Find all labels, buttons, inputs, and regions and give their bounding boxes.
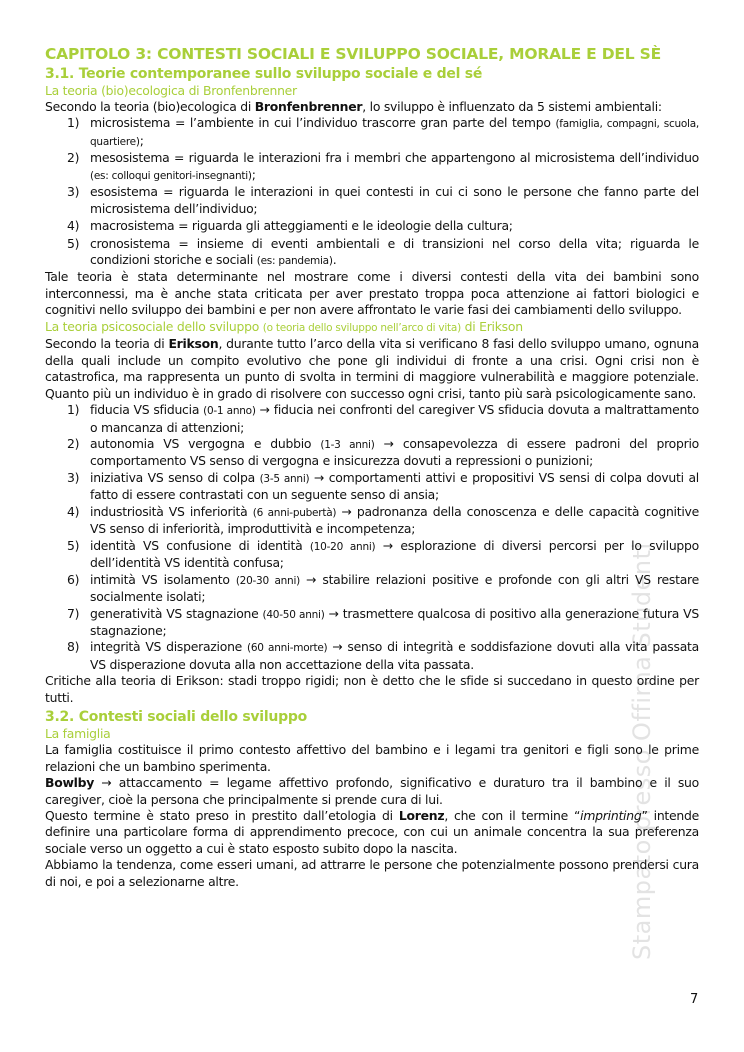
stage-description: → fiducia nei confronti del caregiver VS sfiducia dovuta a maltrattamento o mancanza di attenzioni; (90, 402, 699, 435)
stage-description: → esplorazione di diversi percorsi per lo sviluppo dell’identità VS identità confusa; (90, 537, 699, 571)
stage-name: integrità VS disperazione (90, 639, 247, 655)
stage-age: (0-1 anno) (203, 405, 256, 418)
stage-description: → stabilire relazioni positive e profonde con gli altri VS restare socialmente isolati; (90, 571, 700, 605)
stage-name: iniziativa VS senso di colpa (90, 469, 260, 485)
item-text: esosistema = riguarda le interazioni in quei contesti in cui ci sono le persone che fanno parte del microsistema dell’individuo; (90, 184, 699, 216)
item-note: (es: pandemia) (256, 255, 333, 268)
stage-name: intimità VS isolamento (90, 571, 236, 587)
item-number: 1) (67, 115, 80, 131)
item-number: 2) (67, 436, 80, 452)
erikson-critique: Critiche alla teoria di Erikson: stadi troppo rigidi; non è detto che le sfide si succedano in questo ordine per tutti. (45, 673, 699, 705)
item-note: (es: colloqui genitori-insegnanti) (90, 169, 252, 182)
stage-description: → comportamenti attivi e propositivi VS sensi di colpa dovuti al fatto di essere contrastati con un seguente senso di ansia; (90, 469, 700, 503)
item-text: mesosistema = riguarda le interazioni fra i membri che appartengono al microsistema dell’individuo (90, 150, 699, 166)
stage-age: (1-3 anni) (320, 439, 375, 452)
item-number: 8) (67, 639, 80, 655)
item-note: (famiglia, compagni, scuola, quartiere) (90, 118, 699, 148)
subheading-famiglia: La famiglia (45, 725, 111, 741)
item-number: 5) (67, 235, 80, 251)
stage-description: → senso di integrità e soddisfazione dovuti alla vita passata VS disperazione dovuta alla non accettazione della vita passata. (90, 639, 700, 672)
list-item (45, 218, 699, 235)
item-number: 4) (67, 503, 80, 519)
stage-age: (40-50 anni) (262, 608, 325, 621)
stage-age: (6 anni-pubertà) (252, 506, 337, 519)
item-number: 1) (67, 402, 80, 418)
tendency-paragraph: Abbiamo la tendenza, come esseri umani, ad attrarre le persone che potenzialmente possono prendersi cura di noi, e poi a selezionarne altre. (45, 857, 699, 889)
item-number: 6) (67, 571, 80, 587)
list-item (45, 436, 699, 470)
stage-name: fiducia VS sfiducia (90, 402, 204, 418)
list-item (45, 470, 699, 504)
stage-name: generatività VS stagnazione (90, 605, 263, 621)
item-number: 5) (67, 537, 80, 553)
list-item (45, 236, 699, 270)
subheading-erikson: La teoria psicosociale dello sviluppo (o teoria dello sviluppo nell’arco di vita) di Erikson (45, 318, 523, 334)
item-number: 2) (67, 150, 80, 166)
item-number: 3) (67, 184, 80, 200)
item-text: cronosistema = insieme di eventi ambientali e di transizioni nel corso della vita; riguarda le condizioni storiche e sociali (90, 235, 699, 268)
bowlby-paragraph: Bowlby → attaccamento = legame affettivo profondo, significativo e duraturo tra il bambino e il suo caregiver, cioè la persona che principalmente si prende cura di lui. (45, 775, 699, 807)
item-text: macrosistema = riguarda gli atteggiamenti e le ideologie della cultura; (90, 218, 513, 234)
list-item (45, 606, 699, 640)
stage-age: (20-30 anni) (235, 574, 300, 587)
subheading-bronfenbrenner: La teoria (bio)ecologica di Bronfenbrenner (45, 82, 297, 98)
item-number: 7) (67, 605, 80, 621)
stage-age: (60 anni-morte) (247, 642, 328, 655)
list-item (45, 572, 699, 606)
item-text: microsistema = l’ambiente in cui l’individuo trascorre gran parte del tempo (90, 115, 556, 131)
stage-description: → consapevolezza di essere padroni del proprio comportamento VS senso di vergogna e insicurezza dovuti a repressioni o punizioni; (90, 436, 699, 469)
item-end: ; (139, 132, 144, 148)
watermark: Stampato presso Offirna Studenti (628, 542, 656, 960)
page-number: 7 (690, 992, 699, 1007)
list-item (45, 639, 699, 673)
bronfenbrenner-intro: Secondo la teoria (bio)ecologica di Bronfenbrenner, lo sviluppo è influenzato da 5 sistemi ambientali: (45, 98, 662, 114)
bronfenbrenner-systems-list (45, 115, 699, 269)
bronfenbrenner-conclusion: Tale teoria è stata determinante nel mostrare come i diversi contesti della vita dei bambini sono interconnessi, ma è anche stata criticata per aver prestato troppa poca attenzione ai fattori biologici e cognitivi nello sviluppo dei bambini e per non avere affrontato le varie fasi dei cambiamenti dello sviluppo. (45, 269, 699, 318)
chapter-title: CAPITOLO 3: CONTESTI SOCIALI E SVILUPPO SOCIALE, MORALE E DEL SÈ (45, 45, 662, 63)
stage-description: → trasmettere qualcosa di positivo alla generazione futura VS stagnazione; (90, 605, 700, 638)
item-number: 3) (67, 469, 80, 485)
item-end: ; (251, 166, 256, 182)
list-item (45, 538, 699, 572)
stage-age: (10-20 anni) (309, 540, 376, 553)
erikson-intro: Secondo la teoria di Erikson, durante tutto l’arco della vita si verificano 8 fasi dello sviluppo umano, ognuna della quali include un compito evolutivo che pone gli individui di fronte a una crisi. Ogni crisi non è catastrofica, ma rappresenta un punto di svolta in termini di maggiore vulnerabilità e maggiore potenziale. Quanto più un individuo è in grado di risolvere con successo ogni crisi, tanto più sarà psicologicamente sano. (45, 336, 699, 401)
list-item (45, 115, 699, 150)
stage-name: industriosità VS inferiorità (90, 503, 253, 519)
section-heading-3-1: 3.1. Teorie contemporanee sullo sviluppo sociale e del sé (45, 66, 483, 82)
stage-name: identità VS confusione di identità (90, 537, 310, 553)
stage-age: (3-5 anni) (259, 472, 310, 485)
document-page (45, 44, 699, 890)
section-heading-3-2: 3.2. Contesti sociali dello sviluppo (45, 709, 307, 726)
famiglia-paragraph: La famiglia costituisce il primo contesto affettivo del bambino e i legami tra genitori e figli sono le prime relazioni che un bambino sperimenta. (45, 742, 699, 774)
item-number: 4) (67, 218, 80, 234)
list-item (45, 504, 699, 538)
erikson-stages-list (45, 402, 699, 673)
lorenz-paragraph: Questo termine è stato preso in prestito dall’etologia di Lorenz, che con il termine “imprinting” intende definire una particolare forma di apprendimento precoce, con cui un animale concentra la sua preferenza sociale verso un oggetto a cui è stato esposto subito dopo la nascita. (45, 808, 699, 856)
list-item (45, 150, 699, 184)
stage-description: → padronanza della conoscenza e delle capacità cognitive VS senso di inferiorità, improduttività e incompetenza; (90, 503, 699, 537)
list-item (45, 402, 699, 436)
list-item (45, 184, 699, 218)
item-end: . (332, 252, 337, 268)
stage-name: autonomia VS vergogna e dubbio (90, 436, 321, 452)
